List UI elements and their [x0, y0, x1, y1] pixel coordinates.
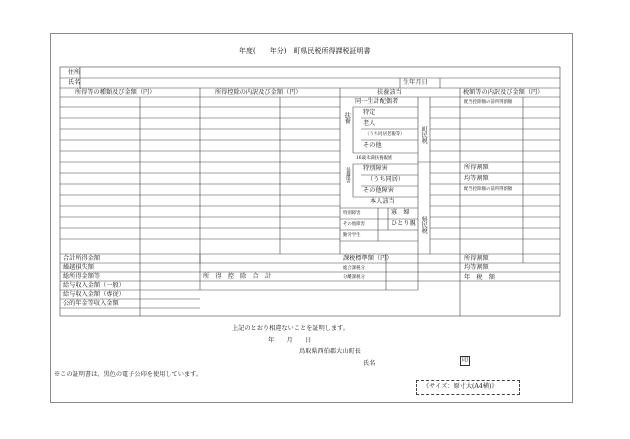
- pref-deduction-note: 配当控除額の前所得割額: [464, 187, 513, 192]
- address-label: 住所: [68, 69, 81, 76]
- issuer-name: 鳥取県西伯郡大山町長: [299, 348, 361, 355]
- name-label: 氏名: [68, 79, 81, 86]
- seal-box: [460, 356, 470, 366]
- other-disabled-label: その他障害: [363, 187, 394, 194]
- pref-vertical-label: 県民税: [420, 216, 428, 234]
- elderly-cohabit-label: （うち同居老親等）: [365, 132, 405, 137]
- carryover-loss-label: 繰越損失額: [63, 264, 94, 271]
- town-income-levy-label: 所得割額: [464, 164, 489, 171]
- gross-income-label: 総所得金額等: [63, 273, 101, 280]
- disabled-vertical-label: 扶養障害: [345, 167, 351, 183]
- elderly-label: 老人: [363, 120, 376, 127]
- deduction-total-label: 所 得 控 除 合 計: [203, 273, 272, 280]
- salary-general-label: 給与収入金額（一般）: [63, 282, 125, 289]
- tax-header: 税額等の内訳及び金額（円）: [463, 89, 544, 96]
- page-title: 年度( 年分) 町県民税所得課税証明書: [239, 47, 371, 55]
- dob-label: 生年月日: [403, 79, 428, 86]
- signer-name-label: 氏名: [363, 360, 376, 367]
- issue-date: 年 月 日: [268, 337, 312, 344]
- pref-per-capita-label: 均等割額: [464, 264, 489, 271]
- working-student-label: 勤労学生: [343, 233, 361, 238]
- taxable-standard-label: 課税標準額（円）: [343, 255, 393, 262]
- widow-label: 寡 婦: [391, 209, 410, 216]
- dependents-header: 扶養該当: [377, 89, 402, 96]
- income-header: 所得等の種類及び金額（円）: [75, 89, 156, 96]
- self-special-label: 特別障害: [343, 211, 361, 216]
- spouse-label: 同一生計配偶者: [355, 98, 399, 105]
- annual-tax-label: 年 税 額: [464, 274, 495, 281]
- self-label: 本人該当: [370, 198, 395, 205]
- certify-text: 上記のとおり相違ないことを証明します。: [232, 325, 350, 332]
- cohabit-label: （うち同居）: [367, 176, 405, 183]
- special-disabled-label: 特別障害: [363, 165, 388, 172]
- town-vertical-label: 町民税: [420, 126, 428, 144]
- town-per-capita-label: 均等割額: [464, 175, 489, 182]
- specific-label: 特定: [363, 109, 376, 116]
- self-other-label: その他障害: [343, 222, 365, 227]
- fuyou-vertical-label: 扶養: [343, 112, 351, 124]
- total-income-label: 合計所得金額: [63, 255, 101, 262]
- other-dependents-label: その他: [363, 142, 382, 149]
- seal-char: 印: [462, 357, 469, 364]
- pref-income-levy-label: 所得割額: [464, 255, 489, 262]
- footnote-text: ※この証明書は、黒色の電子公印を使用しています。: [54, 371, 203, 378]
- town-deduction-note: 配当控除額の前所得割額: [464, 100, 513, 105]
- single-parent-label: ひとり親: [391, 220, 416, 227]
- deduction-header: 所得控除の内訳及び金額（円）: [215, 89, 302, 96]
- under16-label: 16歳未満扶養親族: [356, 156, 393, 161]
- pension-income-label: 公的年金等収入金額: [63, 300, 119, 307]
- size-note: 《サイズ：原寸大(A4横)》: [423, 383, 498, 390]
- general-taxable-label: 総合課税分: [343, 266, 365, 271]
- size-note-box: [416, 380, 520, 395]
- separate-taxable-label: 分離課税分: [343, 275, 365, 280]
- salary-special-label: 給与収入金額（専従）: [63, 291, 125, 298]
